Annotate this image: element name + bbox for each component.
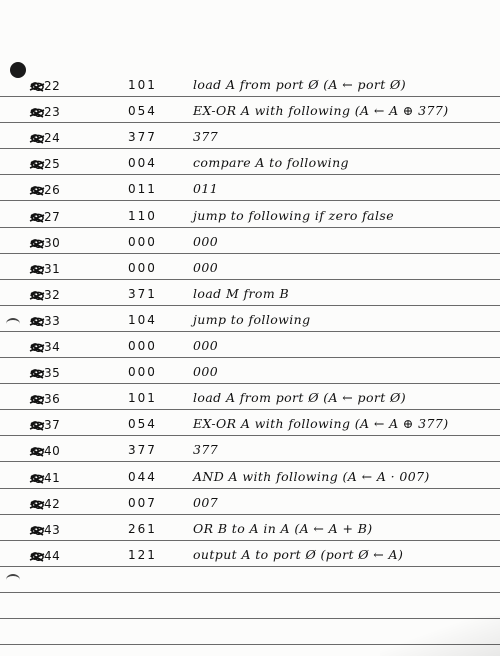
- instruction-description: 007: [193, 495, 219, 510]
- address-label: 44: [44, 549, 61, 563]
- opcode-value: 101: [128, 391, 157, 405]
- address-label: 42: [44, 497, 61, 511]
- address-label: 30: [44, 236, 61, 250]
- instruction-description: 000: [193, 364, 219, 379]
- instruction-description: 000: [193, 234, 219, 249]
- scribble-mark: [29, 525, 45, 537]
- scribble-mark: [29, 107, 45, 119]
- listing-row: [0, 234, 500, 256]
- opcode-value: 101: [128, 78, 157, 92]
- address-label: 36: [44, 392, 61, 406]
- binder-hole-top: [10, 62, 26, 78]
- scribble-mark: [29, 342, 45, 354]
- opcode-value: 121: [128, 548, 157, 562]
- instruction-description: jump to following if zero false: [193, 208, 395, 223]
- listing-row: [0, 77, 500, 99]
- listing-row: [0, 286, 500, 308]
- instruction-description: output A to port Ø (port Ø ← A): [193, 547, 404, 562]
- opcode-value: 000: [128, 365, 157, 379]
- opcode-value: 004: [128, 156, 157, 170]
- listing-row: [0, 364, 500, 386]
- listing-row: [0, 390, 500, 412]
- instruction-description: 000: [193, 260, 219, 275]
- opcode-value: 377: [128, 130, 157, 144]
- scribble-mark: [29, 551, 45, 563]
- scribble-mark: [29, 420, 45, 432]
- opcode-value: 371: [128, 287, 157, 301]
- instruction-description: 377: [193, 442, 219, 457]
- instruction-description: EX-OR A with following (A ← A ⊕ 377): [193, 103, 449, 118]
- address-label: 25: [44, 157, 61, 171]
- address-label: 41: [44, 471, 61, 485]
- opcode-value: 000: [128, 261, 157, 275]
- address-label: 43: [44, 523, 61, 537]
- scribble-mark: [29, 238, 45, 250]
- listing-row: [0, 338, 500, 360]
- instruction-description: 011: [193, 181, 219, 196]
- address-label: 32: [44, 288, 61, 302]
- instruction-description: AND A with following (A ← A · 007): [193, 469, 430, 484]
- listing-row: [0, 469, 500, 491]
- listing-row: [0, 181, 500, 203]
- ruled-line: [0, 592, 500, 593]
- instruction-description: 000: [193, 338, 219, 353]
- opcode-value: 007: [128, 496, 157, 510]
- listing-row: [0, 129, 500, 151]
- opcode-value: 110: [128, 209, 157, 223]
- binder-hole-bottom: [6, 574, 20, 586]
- opcode-value: 261: [128, 522, 157, 536]
- scribble-mark: [29, 446, 45, 458]
- scribble-mark: [29, 394, 45, 406]
- instruction-description: 377: [193, 129, 219, 144]
- instruction-description: EX-OR A with following (A ← A ⊕ 377): [193, 416, 449, 431]
- listing-row: [0, 312, 500, 334]
- opcode-value: 104: [128, 313, 157, 327]
- scribble-mark: [29, 499, 45, 511]
- address-label: 23: [44, 105, 61, 119]
- ruled-line: [0, 644, 500, 645]
- address-label: 31: [44, 262, 61, 276]
- address-label: 34: [44, 340, 61, 354]
- scribble-mark: [29, 264, 45, 276]
- instruction-description: jump to following: [193, 312, 311, 327]
- listing-row: [0, 547, 500, 569]
- listing-row: [0, 495, 500, 517]
- listing-row: [0, 103, 500, 125]
- address-label: 24: [44, 131, 61, 145]
- listing-row: [0, 155, 500, 177]
- address-label: 27: [44, 210, 61, 224]
- instruction-description: load A from port Ø (A ← port Ø): [193, 390, 406, 405]
- address-label: 22: [44, 79, 61, 93]
- scribble-mark: [29, 368, 45, 380]
- listing-row: [0, 208, 500, 230]
- address-label: 26: [44, 183, 61, 197]
- scribble-mark: [29, 316, 45, 328]
- opcode-value: 000: [128, 339, 157, 353]
- opcode-value: 000: [128, 235, 157, 249]
- listing-row: [0, 521, 500, 543]
- scribble-mark: [29, 290, 45, 302]
- instruction-description: load M from B: [193, 286, 290, 301]
- address-label: 35: [44, 366, 61, 380]
- scribble-mark: [29, 185, 45, 197]
- address-label: 37: [44, 418, 61, 432]
- listing-row: [0, 260, 500, 282]
- instruction-description: OR B to A in A (A ← A + B): [193, 521, 373, 536]
- scribble-mark: [29, 159, 45, 171]
- instruction-description: compare A to following: [193, 155, 349, 170]
- ruled-line: [0, 618, 500, 619]
- scribble-mark: [29, 212, 45, 224]
- opcode-value: 054: [128, 417, 157, 431]
- opcode-value: 377: [128, 443, 157, 457]
- instruction-description: load A from port Ø (A ← port Ø): [193, 77, 406, 92]
- scribble-mark: [29, 133, 45, 145]
- opcode-value: 011: [128, 182, 157, 196]
- scribble-mark: [29, 473, 45, 485]
- address-label: 33: [44, 314, 61, 328]
- opcode-value: 054: [128, 104, 157, 118]
- opcode-value: 044: [128, 470, 157, 484]
- address-label: 40: [44, 444, 61, 458]
- scribble-mark: [29, 81, 45, 93]
- listing-row: [0, 416, 500, 438]
- listing-row: [0, 442, 500, 464]
